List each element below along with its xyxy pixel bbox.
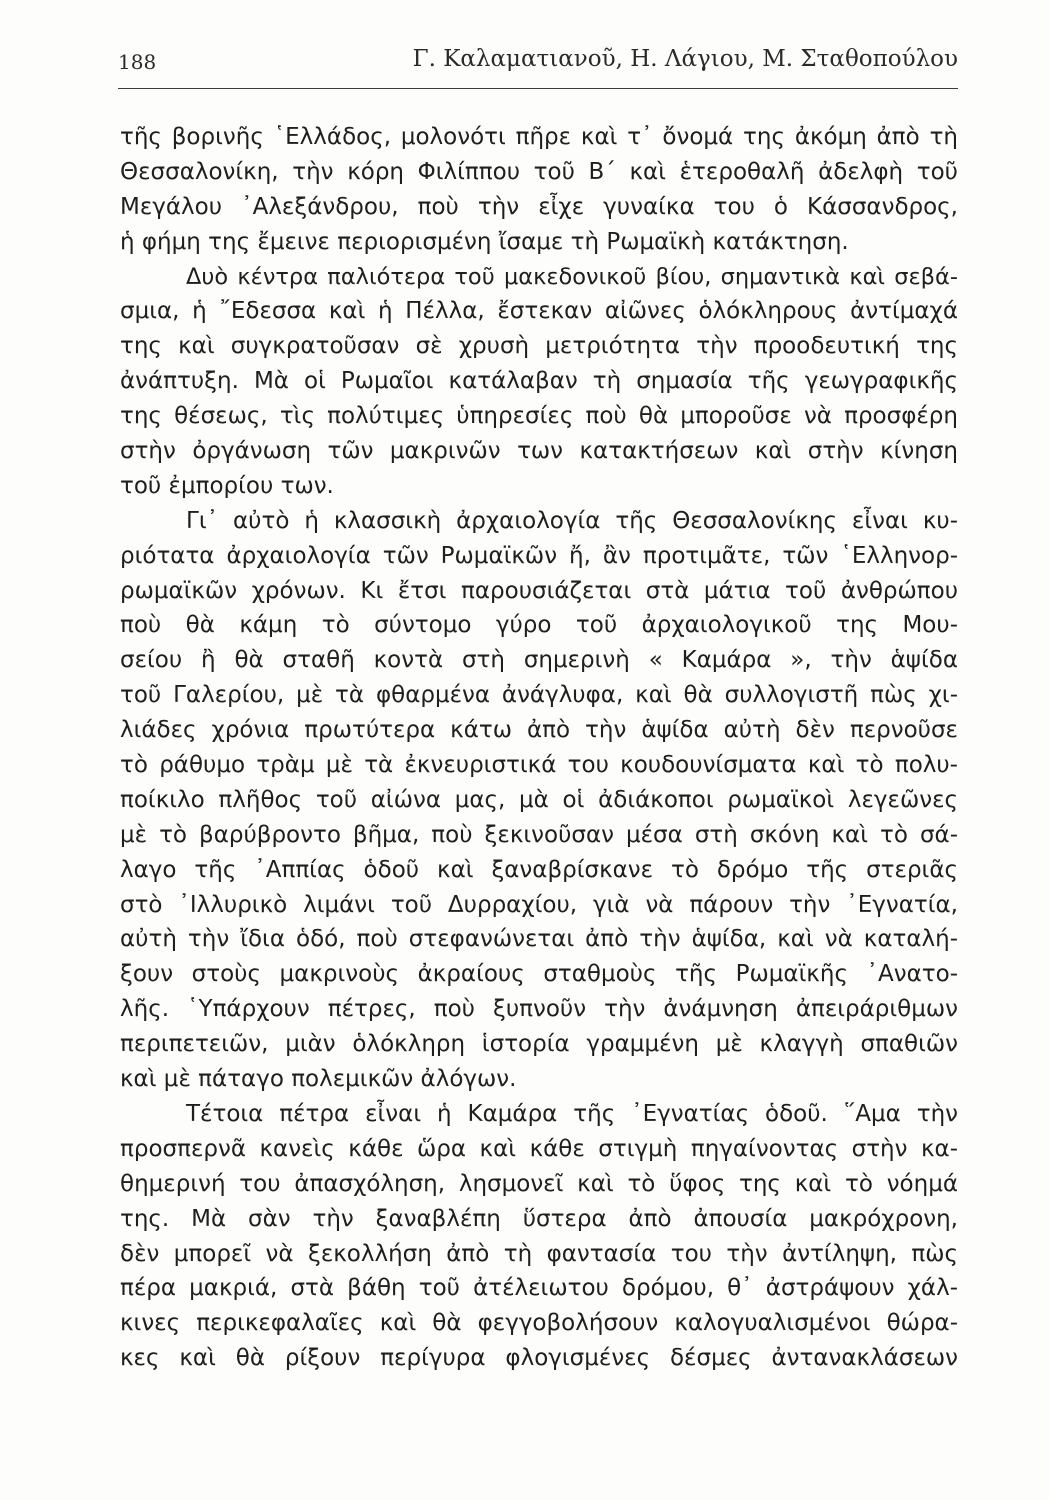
text-line: Μεγάλου ᾽Αλεξάνδρου, ποὺ τὴν εἶχε γυναίκα του ὁ Κάσσανδρος, (120, 193, 958, 220)
text-line: τοῦ ἐμπορίου των. (120, 472, 334, 499)
text-line: στὴν ὀργάνωση τῶν μακρινῶν των κατακτήσεων καὶ στὴν κίνηση (120, 438, 958, 465)
text-line: τῆς βορινῆς ῾Ελλάδος, μολονότι πῆρε καὶ τ᾽ ὄνομά της ἀκόμη ἀπὸ τὴ (120, 124, 958, 150)
text-line: κινες περικεφαλαῖες καὶ θὰ φεγγοβολήσουν καλογυαλισμένοι θώρα- (120, 1310, 958, 1337)
text-line: ξουν στοὺς μακρινοὺς ἀκραίους σταθμοὺς τῆς Ρωμαϊκῆς ᾽Ανατο- (120, 961, 958, 988)
text-line: τοῦ Γαλερίου, μὲ τὰ φθαρμένα ἀνάγλυφα, καὶ θὰ συλλογιστῆ πὼς χι- (120, 682, 958, 709)
page-header (118, 40, 958, 88)
text-line: αὐτὴ τὴν ἴδια ὁδό, ποὺ στεφανώνεται ἀπὸ τὴν ἁψίδα, καὶ νὰ καταλή- (120, 926, 958, 953)
text-line: τὸ ράθυμο τρὰμ μὲ τὰ ἐκνευριστικά του κουδουνίσματα καὶ τὸ πολυ- (120, 752, 958, 779)
text-line: της. Μὰ σὰν τὴν ξαναβλέπη ὕστερα ἀπὸ ἀπουσία μακρόχρονη, (120, 1205, 958, 1232)
text-line: πέρα μακριά, στὰ βάθη τοῦ ἀτέλειωτου δρόμου, θ᾽ ἀστράψουν χάλ- (120, 1275, 958, 1302)
text-line: κες καὶ θὰ ρίξουν περίγυρα φλογισμένες δέσμες ἀντανακλάσεων (120, 1345, 958, 1372)
text-line: λαγο τῆς ᾽Αππίας ὁδοῦ καὶ ξαναβρίσκανε τὸ δρόμο τῆς στεριᾶς (120, 856, 958, 883)
body-text (120, 120, 958, 1376)
text-line: λῆς. ῾Υπάρχουν πέτρες, ποὺ ξυπνοῦν τὴν ἀνάμνηση ἀπειράριθμων (120, 996, 958, 1023)
text-line: της καὶ συγκρατοῦσαν σὲ χρυσὴ μετριότητα τὴν προοδευτική της (120, 333, 958, 360)
text-line: ριότατα ἀρχαιολογία τῶν Ρωμαϊκῶν ἤ, ἂν προτιμᾶτε, τῶν ῾Ελληνορ- (120, 542, 958, 569)
header-rule (118, 88, 958, 89)
text-line: ἀνάπτυξη. Μὰ οἱ Ρωμαῖοι κατάλαβαν τὴ σημασία τῆς γεωγραφικῆς (120, 368, 958, 395)
text-line: ρωμαϊκῶν χρόνων. Κι ἔτσι παρουσιάζεται στὰ μάτια τοῦ ἀνθρώπου (120, 577, 958, 604)
text-line: σμια, ἡ ῎Εδεσσα καὶ ἡ Πέλλα, ἔστεκαν αἰῶνες ὁλόκληρους ἀντίμαχά (120, 298, 958, 325)
text-line: ποὺ θὰ κάμη τὸ σύντομο γύρο τοῦ ἀρχαιολογικοῦ της Μου- (120, 612, 958, 639)
page-number: 188 (118, 50, 157, 74)
text-line: σείου ἢ θὰ σταθῆ κοντὰ στὴ σημερινὴ « Καμάρα », τὴν ἁψίδα (120, 647, 958, 674)
text-line: θημερινή του ἀπασχόληση, λησμονεῖ καὶ τὸ ὕφος της καὶ τὸ νόημά (120, 1170, 958, 1197)
running-head: Γ. Καλαματιανοῦ, Η. Λάγιου, Μ. Σταθοπούλου (412, 46, 958, 72)
text-line: προσπερνᾶ κανεὶς κάθε ὥρα καὶ κάθε στιγμὴ πηγαίνοντας στὴν κα- (120, 1135, 958, 1162)
text-line: στὸ ᾽Ιλλυρικὸ λιμάνι τοῦ Δυρραχίου, γιὰ νὰ πάρουν τὴν ᾽Εγνατία, (120, 891, 958, 918)
text-line: Τέτοια πέτρα εἶναι ἡ Καμάρα τῆς ᾽Εγνατίας ὁδοῦ. ῞Αμα τὴν (186, 1100, 958, 1127)
text-line: Θεσσαλονίκη, τὴν κόρη Φιλίππου τοῦ Β΄ καὶ ἑτεροθαλῆ ἀδελφὴ τοῦ (120, 158, 958, 185)
text-line: καὶ μὲ πάταγο πολεμικῶν ἀλόγων. (120, 1066, 517, 1093)
text-line: Δυὸ κέντρα παλιότερα τοῦ μακεδονικοῦ βίου, σημαντικὰ καὶ σεβά- (186, 263, 958, 290)
text-line: μὲ τὸ βαρύβροντο βῆμα, ποὺ ξεκινοῦσαν μέσα στὴ σκόνη καὶ τὸ σά- (120, 821, 958, 848)
text-line: Γι᾽ αὐτὸ ἡ κλασσικὴ ἀρχαιολογία τῆς Θεσσαλονίκης εἶναι κυ- (186, 507, 958, 534)
text-line: λιάδες χρόνια πρωτύτερα κάτω ἀπὸ τὴν ἁψίδα αὐτὴ δὲν περνοῦσε (120, 717, 958, 744)
text-line: ποίκιλο πλῆθος τοῦ αἰώνα μας, μὰ οἱ ἀδιάκοποι ρωμαϊκοὶ λεγεῶνες (120, 786, 958, 813)
text-line: της θέσεως, τὶς πολύτιμες ὑπηρεσίες ποὺ θὰ μποροῦσε νὰ προσφέρη (120, 403, 958, 430)
text-line: περιπετειῶν, μιὰν ὁλόκληρη ἱστορία γραμμένη μὲ κλαγγὴ σπαθιῶν (120, 1031, 958, 1058)
text-line: ἡ φήμη της ἔμεινε περιορισμένη ἴσαμε τὴ Ρωμαϊκὴ κατάκτηση. (120, 228, 849, 255)
text-line: δὲν μπορεῖ νὰ ξεκολλήση ἀπὸ τὴ φαντασία του τὴν ἀντίληψη, πὼς (120, 1240, 958, 1267)
